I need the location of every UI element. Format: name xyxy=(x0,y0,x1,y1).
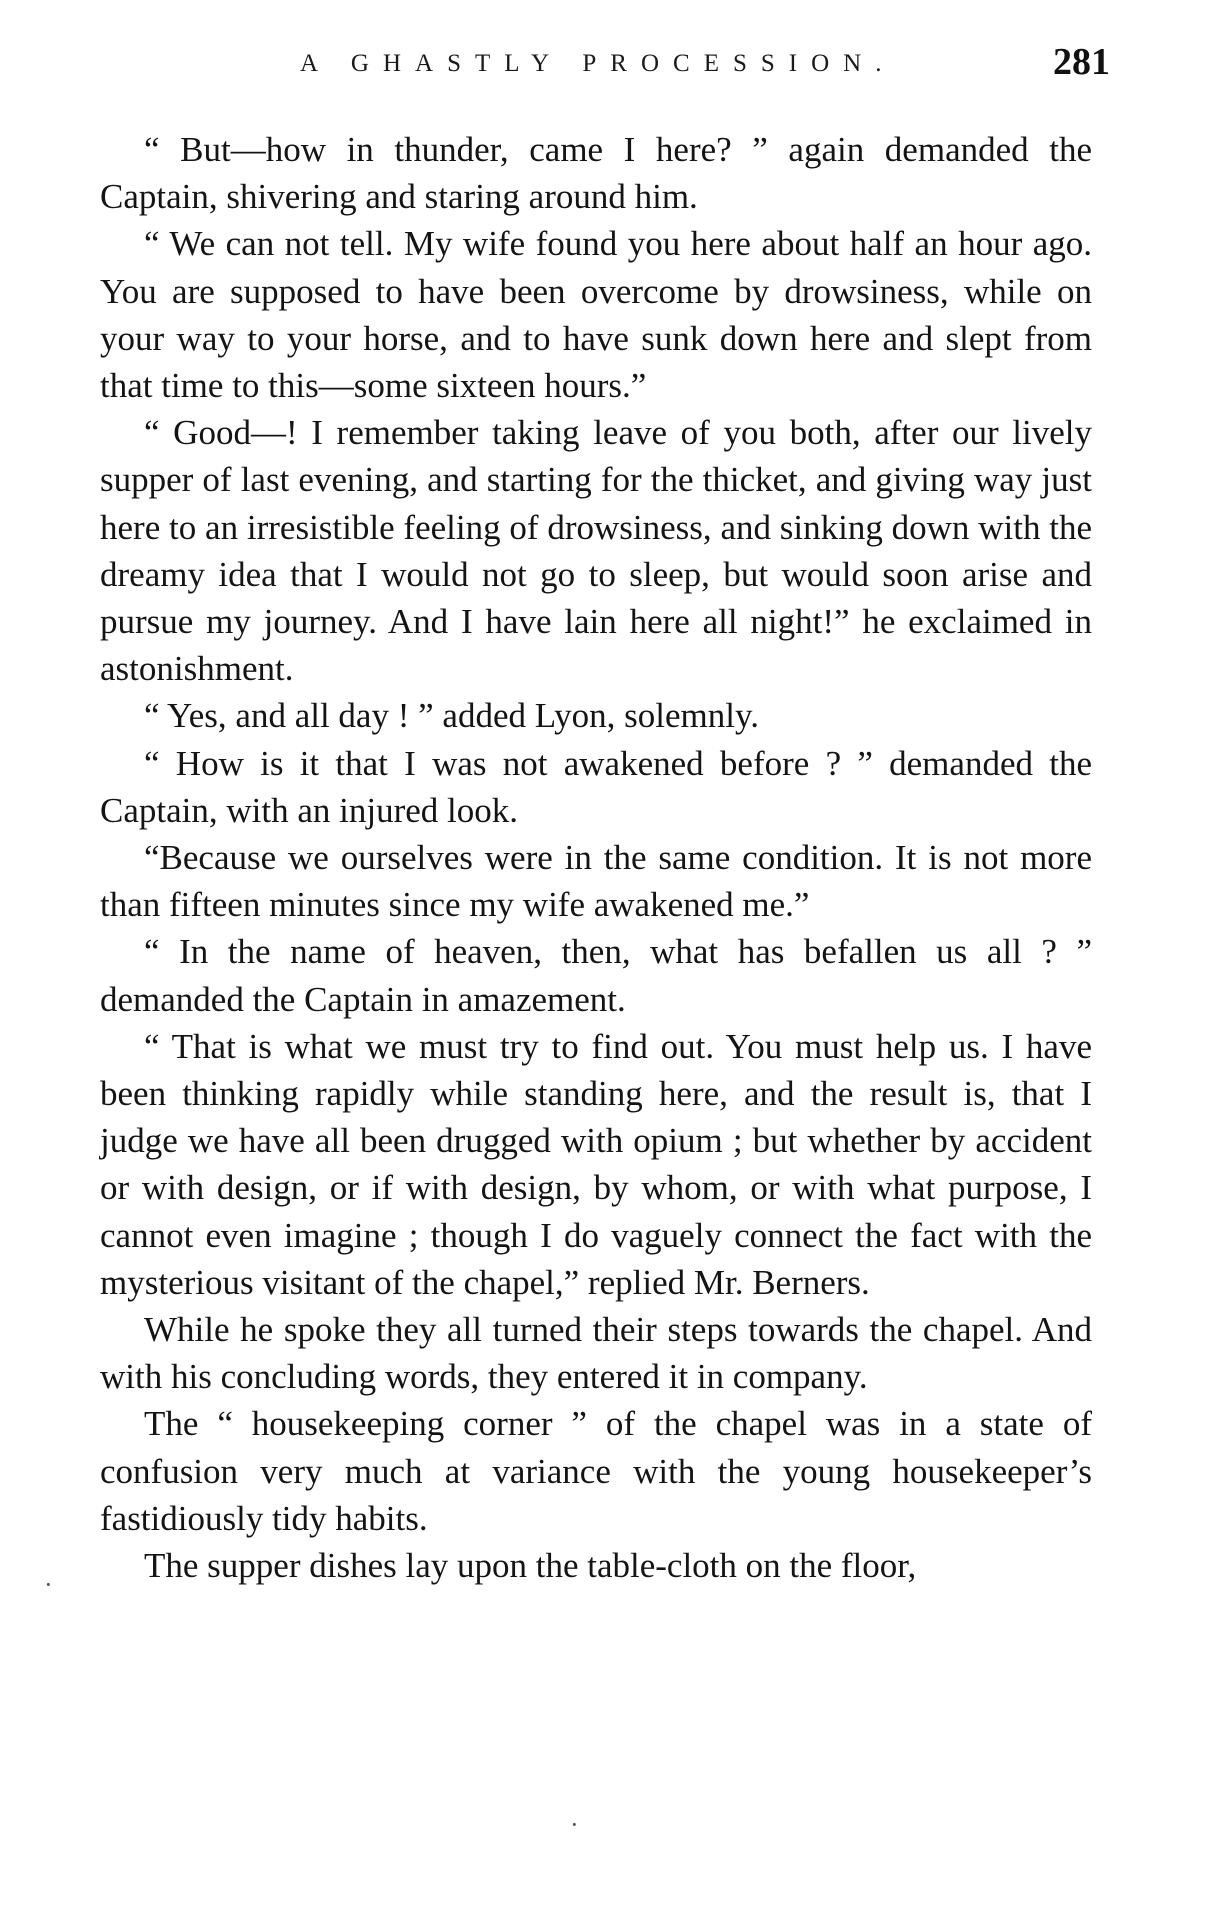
paragraph-2: “ We can not tell. My wife found you here about half an hour ago. You are supposed to have been overcome by drowsiness, while on your way to your horse, and to have sunk down here and slept from that time to this—some sixteen hours.” xyxy=(100,224,1092,406)
running-head xyxy=(100,40,1110,90)
paragraph-5: “ How is it that I was not awakened before ? ” demanded the Captain, with an injured look. xyxy=(100,743,1092,830)
paragraph-6: “Because we ourselves were in the same condition. It is not more than fifteen minutes since my wife awakened me.” xyxy=(100,838,1092,925)
paragraph-8: “ That is what we must try to find out. You must help us. I have been thinking rapidly while standing here, and the result is, that I judge we have all been drugged with opium ; but whether by accident or with design, or if with design, by whom, or with what purpose, I cannot even imagine ; though I do vaguely connect the fact with the mysterious visitant of the chapel,” replied Mr. Berners. xyxy=(100,1026,1092,1302)
paragraph-4: “ Yes, and all day ! ” added Lyon, solemnly. xyxy=(144,696,759,736)
print-speck-left: · xyxy=(44,1570,53,1599)
paragraph-9: While he spoke they all turned their steps towards the chapel. And with his concluding words, they entered it in company. xyxy=(100,1310,1092,1397)
paragraph-11: The supper dishes lay upon the table-cloth on the floor, xyxy=(144,1546,917,1586)
print-speck-bottom: · xyxy=(570,1810,579,1839)
paragraph-3: “ Good—! I remember taking leave of you both, after our lively supper of last evening, and starting for the thicket, and giving way just here to an irresistible feeling of drowsiness, and sinking down with the dreamy idea that I would not go to sleep, but would soon arise and pursue my journey. And I have lain here all night!” he exclaimed in astonishment. xyxy=(100,413,1092,689)
paragraph-10: The “ housekeeping corner ” of the chapel was in a state of confusion very much at variance with the young housekeeper’s fastidiously tidy habits. xyxy=(100,1404,1092,1538)
running-title: A GHASTLY PROCESSION. xyxy=(300,50,896,77)
paragraph-7: “ In the name of heaven, then, what has befallen us all ? ” demanded the Captain in amazement. xyxy=(100,932,1092,1019)
paragraph-1: “ But—how in thunder, came I here? ” again demanded the Captain, shivering and staring around him. xyxy=(100,130,1092,217)
body-text xyxy=(100,126,1092,1589)
page-number: 281 xyxy=(1053,41,1110,83)
